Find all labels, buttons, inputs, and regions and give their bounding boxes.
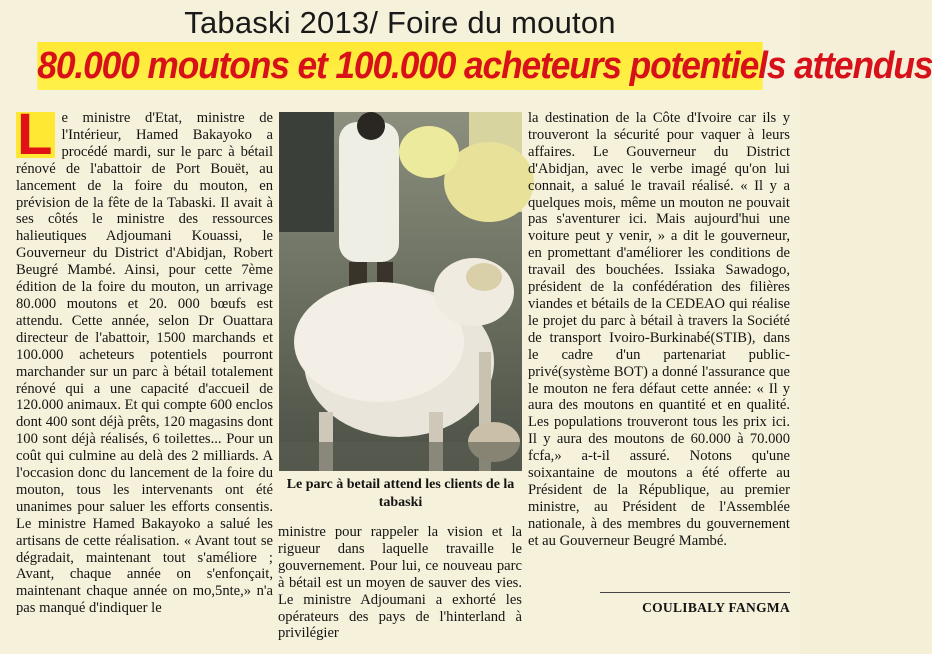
article-column-1	[16, 102, 273, 646]
photo-caption: Le parc à betail attend les clients de la tabaski	[286, 477, 515, 510]
column-1-text: e ministre d'Etat, ministre de l'Intérieur, Hamed Bakayoko a procédé mardi, sur le parc à bétail rénové de l'abattoir de Port Bouët, au lancement de la foire du mouton, en prévision de la fête de la Tabaski. Il avait à ses côtés le ministre des ressources halieutiques Adjoumani Kouassi, le Gouverneur du District d'Abidjan, Robert Beugré Mambé. Ainsi, pour cette 7ème édition de la foire du mouton, un arrivage 80.000 moutons et 20. 000 bœufs est attendu. Cette année, selon Dr Ouattara directeur de l'abattoir, 1500 marchands et 100.000 acheteurs potentiels pourront marchander sur un parc à bétail totalement rénové qui a une capacité d'accueil de 120.000 animaux. Et qui compte 600 enclos dont 400 sont déjà prêts, 120 magasins dont 100 sont déjà réalisés, 6 toilettes... Pour un coût qui culmine au delà des 2 milliards. A l'occasion donc du lancement de la foire du mouton, tous les intervenants ont été unanimes pour saluer les efforts consentis. Le ministre Hamed Bakayoko a salué les artisans de cette réalisation. « Avant tout se dégradait, maintenant tout s'améliore ; Avant, chaque année on s'enfonçait, maintenant chaque année on mo,5nte,» n'a pas manqué d'indiquer le	[16, 110, 273, 617]
drop-cap: L	[16, 112, 55, 158]
article-photo	[279, 112, 522, 471]
kicker-title: Tabaski 2013/ Foire du mouton	[184, 5, 616, 40]
byline-divider	[600, 592, 790, 593]
headline: 80.000 moutons et 100.000 acheteurs potentiels attendus	[37, 42, 762, 90]
article-column-2: ministre pour rappeler la vision et la rigueur dans laquelle travaille le gouvernement. Pour lui, ce nouveau parc à bétail est un moyen de sauver des vies. Le ministre Adjoumani a exhorté les opérateurs des pays de l'hinterland à privilégier	[278, 524, 522, 642]
byline: COULIBALY FANGMA	[642, 600, 790, 615]
sheep-market-photo	[279, 112, 522, 471]
article-column-3: la destination de la Côte d'Ivoire car ils y trouveront la sécurité pour vaquer à leurs affaires. Le Gouverneur du District d'Abidjan, avec le verbe imagé qu'on lui connait, a salué le travail réalisé. « Il y a quelques mois, même un mouton ne pouvait pas s'aventurer ici. Mais aujourd'hui une voiture peut y venir, » a dit le gouverneur, en promettant d'améliorer les conditions de travail des bouchées. Issiaka Sawadogo, président de la confédération des filières viandes et bétails de la CEDEAO qui réalise le projet du parc à bétail à travers la Société de transport Ivoiro-Burkinabé(STIB), dans le cadre d'un partenariat public-privé(système BOT) a donné l'assurance que le mouton ne fera défaut cette année: « Il y aura des moutons en quantité et en qualité. Les populations trouveront tous les prix ici. Il y aura des moutons de 60.000 à 70.000 fcfa,» a-t-il assuré. Notons qu'une soixantaine de moutons a été offerte au Président de la République, au premier ministre, au Président de l'Assemblée nationale, à des membres du gouvernement et au Gouverneur Beugré Mambé.	[528, 110, 790, 549]
